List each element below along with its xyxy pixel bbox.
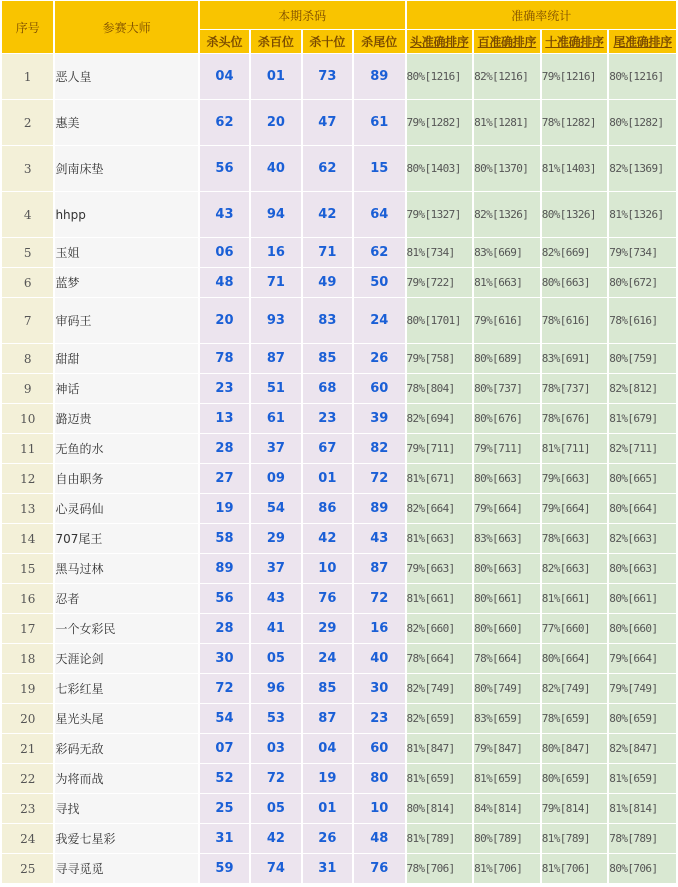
acc-tail-value: 80%[759] (609, 344, 676, 373)
acc-ten-value: 79%[814] (542, 794, 608, 823)
acc-ten-value: 81%[711] (542, 434, 608, 463)
table-row (2, 734, 676, 763)
kill-hundred-value: 01 (251, 54, 300, 99)
acc-head-value: 79%[711] (407, 434, 473, 463)
kill-tail-value: 64 (354, 192, 404, 237)
table-row (2, 824, 676, 853)
kill-hundred-value: 43 (251, 584, 300, 613)
acc-ten-value: 82%[663] (542, 554, 608, 583)
acc-head-value: 79%[758] (407, 344, 473, 373)
table-row (2, 524, 676, 553)
table-row (2, 146, 676, 191)
acc-ten-value: 80%[1326] (542, 192, 608, 237)
master-name: 玉姐 (55, 238, 197, 267)
table-row (2, 494, 676, 523)
kill-head-value: 25 (200, 794, 249, 823)
kill-head-value: 13 (200, 404, 249, 433)
acc-head-value: 81%[789] (407, 824, 473, 853)
master-name: 恶人皇 (55, 54, 197, 99)
kill-hundred-value: 42 (251, 824, 300, 853)
table-row (2, 554, 676, 583)
table-row (2, 100, 676, 145)
acc-hundred-value: 80%[663] (474, 464, 540, 493)
acc-tail-value: 80%[1216] (609, 54, 676, 99)
acc-tail-value: 81%[814] (609, 794, 676, 823)
acc-ten-value: 81%[1403] (542, 146, 608, 191)
table-row (2, 374, 676, 403)
row-number: 9 (2, 374, 53, 403)
acc-hundred-value: 78%[664] (474, 644, 540, 673)
table-row (2, 464, 676, 493)
acc-ten-value: 79%[663] (542, 464, 608, 493)
row-number: 7 (2, 298, 53, 343)
acc-ten-value: 78%[1282] (542, 100, 608, 145)
header-kill-tail: 杀尾位 (354, 30, 404, 53)
acc-hundred-value: 79%[711] (474, 434, 540, 463)
header-kill-head: 杀头位 (200, 30, 249, 53)
kill-head-value: 52 (200, 764, 249, 793)
kill-tail-value: 89 (354, 54, 404, 99)
kill-hundred-value: 54 (251, 494, 300, 523)
acc-hundred-value: 83%[669] (474, 238, 540, 267)
kill-tail-value: 60 (354, 734, 404, 763)
master-name: hhpp (55, 192, 197, 237)
acc-ten-value: 78%[616] (542, 298, 608, 343)
row-number: 14 (2, 524, 53, 553)
acc-tail-value: 80%[664] (609, 494, 676, 523)
table-row (2, 644, 676, 673)
acc-ten-value: 80%[664] (542, 644, 608, 673)
kill-tail-value: 62 (354, 238, 404, 267)
row-number: 5 (2, 238, 53, 267)
row-number: 21 (2, 734, 53, 763)
kill-ten-value: 86 (303, 494, 352, 523)
master-name: 我爱七星彩 (55, 824, 197, 853)
acc-hundred-value: 84%[814] (474, 794, 540, 823)
acc-hundred-value: 79%[847] (474, 734, 540, 763)
kill-ten-value: 71 (303, 238, 352, 267)
kill-head-value: 54 (200, 704, 249, 733)
acc-ten-value: 78%[659] (542, 704, 608, 733)
kill-hundred-value: 74 (251, 854, 300, 883)
acc-tail-value: 78%[616] (609, 298, 676, 343)
kill-tail-value: 15 (354, 146, 404, 191)
kill-head-value: 06 (200, 238, 249, 267)
kill-head-value: 89 (200, 554, 249, 583)
header-no: 序号 (2, 1, 53, 53)
kill-head-value: 27 (200, 464, 249, 493)
acc-ten-value: 78%[737] (542, 374, 608, 403)
table-row (2, 614, 676, 643)
kill-head-value: 56 (200, 584, 249, 613)
kill-hundred-value: 29 (251, 524, 300, 553)
acc-ten-value: 82%[669] (542, 238, 608, 267)
kill-ten-value: 29 (303, 614, 352, 643)
row-number: 10 (2, 404, 53, 433)
kill-ten-value: 73 (303, 54, 352, 99)
kill-ten-value: 01 (303, 794, 352, 823)
kill-tail-value: 76 (354, 854, 404, 883)
kill-head-value: 62 (200, 100, 249, 145)
acc-tail-value: 80%[663] (609, 554, 676, 583)
kill-head-value: 30 (200, 644, 249, 673)
kill-tail-value: 61 (354, 100, 404, 145)
master-name: 黑马过林 (55, 554, 197, 583)
kill-hundred-value: 51 (251, 374, 300, 403)
acc-tail-value: 82%[812] (609, 374, 676, 403)
acc-tail-value: 78%[789] (609, 824, 676, 853)
row-number: 23 (2, 794, 53, 823)
acc-hundred-value: 80%[661] (474, 584, 540, 613)
kill-hundred-value: 53 (251, 704, 300, 733)
kill-ten-value: 76 (303, 584, 352, 613)
kill-tail-value: 40 (354, 644, 404, 673)
header-acc-hundred-link[interactable]: 百准确排序 (474, 30, 540, 53)
table-row (2, 434, 676, 463)
kill-hundred-value: 41 (251, 614, 300, 643)
acc-head-value: 78%[804] (407, 374, 473, 403)
kill-ten-value: 49 (303, 268, 352, 297)
acc-head-value: 82%[660] (407, 614, 473, 643)
master-name: 潞迈贵 (55, 404, 197, 433)
kill-hundred-value: 40 (251, 146, 300, 191)
kill-tail-value: 16 (354, 614, 404, 643)
kill-hundred-value: 03 (251, 734, 300, 763)
row-number: 12 (2, 464, 53, 493)
acc-hundred-value: 83%[659] (474, 704, 540, 733)
row-number: 11 (2, 434, 53, 463)
master-name: 星光头尾 (55, 704, 197, 733)
acc-head-value: 81%[661] (407, 584, 473, 613)
table-row (2, 584, 676, 613)
acc-tail-value: 79%[734] (609, 238, 676, 267)
acc-ten-value: 80%[659] (542, 764, 608, 793)
acc-hundred-value: 79%[616] (474, 298, 540, 343)
kill-head-value: 31 (200, 824, 249, 853)
acc-ten-value: 79%[664] (542, 494, 608, 523)
kill-ten-value: 83 (303, 298, 352, 343)
table-row (2, 704, 676, 733)
acc-ten-value: 83%[691] (542, 344, 608, 373)
row-number: 16 (2, 584, 53, 613)
acc-head-value: 82%[749] (407, 674, 473, 703)
acc-head-value: 82%[664] (407, 494, 473, 523)
acc-ten-value: 82%[749] (542, 674, 608, 703)
kill-tail-value: 72 (354, 584, 404, 613)
acc-tail-value: 80%[660] (609, 614, 676, 643)
acc-hundred-value: 83%[663] (474, 524, 540, 553)
kill-ten-value: 87 (303, 704, 352, 733)
kill-head-value: 23 (200, 374, 249, 403)
acc-tail-value: 82%[1369] (609, 146, 676, 191)
acc-head-value: 79%[663] (407, 554, 473, 583)
kill-head-value: 07 (200, 734, 249, 763)
kill-ten-value: 04 (303, 734, 352, 763)
kill-head-value: 48 (200, 268, 249, 297)
acc-ten-value: 79%[1216] (542, 54, 608, 99)
kill-ten-value: 10 (303, 554, 352, 583)
header-acc-tail-link[interactable]: 尾准确排序 (609, 30, 676, 53)
kill-ten-value: 68 (303, 374, 352, 403)
acc-ten-value: 81%[789] (542, 824, 608, 853)
acc-hundred-value: 80%[789] (474, 824, 540, 853)
kill-ten-value: 47 (303, 100, 352, 145)
kill-ten-value: 67 (303, 434, 352, 463)
acc-tail-value: 81%[679] (609, 404, 676, 433)
kill-ten-value: 19 (303, 764, 352, 793)
acc-hundred-value: 82%[1216] (474, 54, 540, 99)
kill-hundred-value: 93 (251, 298, 300, 343)
acc-tail-value: 80%[659] (609, 704, 676, 733)
acc-hundred-value: 81%[659] (474, 764, 540, 793)
acc-tail-value: 81%[659] (609, 764, 676, 793)
kill-hundred-value: 94 (251, 192, 300, 237)
kill-head-value: 56 (200, 146, 249, 191)
kill-hundred-value: 20 (251, 100, 300, 145)
kill-hundred-value: 05 (251, 644, 300, 673)
kill-hundred-value: 71 (251, 268, 300, 297)
kill-ten-value: 01 (303, 464, 352, 493)
kill-tail-value: 43 (354, 524, 404, 553)
acc-ten-value: 78%[663] (542, 524, 608, 553)
kill-tail-value: 26 (354, 344, 404, 373)
row-number: 25 (2, 854, 53, 883)
master-name: 寻寻觅觅 (55, 854, 197, 883)
acc-tail-value: 80%[665] (609, 464, 676, 493)
acc-ten-value: 80%[663] (542, 268, 608, 297)
kill-ten-value: 85 (303, 674, 352, 703)
master-name: 忍者 (55, 584, 197, 613)
kill-hundred-value: 16 (251, 238, 300, 267)
kill-ten-value: 42 (303, 192, 352, 237)
row-number: 19 (2, 674, 53, 703)
kill-hundred-value: 37 (251, 554, 300, 583)
acc-hundred-value: 81%[1281] (474, 100, 540, 145)
acc-head-value: 80%[814] (407, 794, 473, 823)
kill-tail-value: 89 (354, 494, 404, 523)
master-name: 707尾王 (55, 524, 197, 553)
acc-ten-value: 80%[847] (542, 734, 608, 763)
row-number: 18 (2, 644, 53, 673)
kill-hundred-value: 96 (251, 674, 300, 703)
acc-tail-value: 82%[663] (609, 524, 676, 553)
acc-head-value: 81%[659] (407, 764, 473, 793)
acc-head-value: 79%[1327] (407, 192, 473, 237)
row-number: 3 (2, 146, 53, 191)
acc-hundred-value: 80%[1370] (474, 146, 540, 191)
row-number: 15 (2, 554, 53, 583)
kill-head-value: 72 (200, 674, 249, 703)
acc-head-value: 80%[1216] (407, 54, 473, 99)
table-row (2, 298, 676, 343)
master-name: 自由职务 (55, 464, 197, 493)
master-name: 无鱼的水 (55, 434, 197, 463)
kill-head-value: 04 (200, 54, 249, 99)
row-number: 6 (2, 268, 53, 297)
header-acc-head-link[interactable]: 头准确排序 (407, 30, 473, 53)
acc-ten-value: 77%[660] (542, 614, 608, 643)
kill-ten-value: 31 (303, 854, 352, 883)
row-number: 2 (2, 100, 53, 145)
acc-tail-value: 82%[711] (609, 434, 676, 463)
acc-hundred-value: 82%[1326] (474, 192, 540, 237)
header-master: 参赛大师 (55, 1, 197, 53)
table-row (2, 54, 676, 99)
kill-head-value: 19 (200, 494, 249, 523)
master-name: 神话 (55, 374, 197, 403)
acc-hundred-value: 80%[660] (474, 614, 540, 643)
kill-tail-value: 80 (354, 764, 404, 793)
header-accuracy-group: 准确率统计 (407, 1, 676, 29)
kill-head-value: 20 (200, 298, 249, 343)
master-name: 为将而战 (55, 764, 197, 793)
row-number: 4 (2, 192, 53, 237)
table-row (2, 238, 676, 267)
acc-head-value: 82%[694] (407, 404, 473, 433)
master-name: 寻找 (55, 794, 197, 823)
kill-head-value: 28 (200, 614, 249, 643)
table-body (2, 54, 676, 883)
acc-tail-value: 81%[1326] (609, 192, 676, 237)
kill-tail-value: 48 (354, 824, 404, 853)
row-number: 24 (2, 824, 53, 853)
acc-head-value: 81%[734] (407, 238, 473, 267)
row-number: 8 (2, 344, 53, 373)
kill-tail-value: 24 (354, 298, 404, 343)
master-name: 剑南床垫 (55, 146, 197, 191)
acc-head-value: 80%[1701] (407, 298, 473, 343)
kill-tail-value: 60 (354, 374, 404, 403)
table-header (2, 1, 676, 53)
acc-hundred-value: 80%[663] (474, 554, 540, 583)
acc-head-value: 78%[664] (407, 644, 473, 673)
kill-head-value: 78 (200, 344, 249, 373)
kill-hundred-value: 05 (251, 794, 300, 823)
table-row (2, 764, 676, 793)
master-name: 蓝梦 (55, 268, 197, 297)
acc-tail-value: 80%[672] (609, 268, 676, 297)
acc-tail-value: 82%[847] (609, 734, 676, 763)
kill-head-value: 28 (200, 434, 249, 463)
acc-hundred-value: 80%[737] (474, 374, 540, 403)
acc-head-value: 82%[659] (407, 704, 473, 733)
kill-ten-value: 85 (303, 344, 352, 373)
row-number: 20 (2, 704, 53, 733)
kill-head-value: 43 (200, 192, 249, 237)
kill-ten-value: 23 (303, 404, 352, 433)
kill-hundred-value: 37 (251, 434, 300, 463)
table-row (2, 674, 676, 703)
acc-hundred-value: 81%[663] (474, 268, 540, 297)
acc-ten-value: 81%[706] (542, 854, 608, 883)
master-name: 一个女彩民 (55, 614, 197, 643)
acc-hundred-value: 79%[664] (474, 494, 540, 523)
kill-tail-value: 10 (354, 794, 404, 823)
table-row (2, 854, 676, 883)
kill-tail-value: 50 (354, 268, 404, 297)
kill-hundred-value: 61 (251, 404, 300, 433)
acc-tail-value: 80%[1282] (609, 100, 676, 145)
kill-hundred-value: 87 (251, 344, 300, 373)
row-number: 13 (2, 494, 53, 523)
master-name: 彩码无敌 (55, 734, 197, 763)
master-name: 心灵码仙 (55, 494, 197, 523)
kill-ten-value: 42 (303, 524, 352, 553)
header-kill-hundred: 杀百位 (251, 30, 300, 53)
kill-tail-value: 82 (354, 434, 404, 463)
master-name: 天涯论剑 (55, 644, 197, 673)
table-row (2, 268, 676, 297)
kill-ten-value: 26 (303, 824, 352, 853)
master-name: 七彩红星 (55, 674, 197, 703)
acc-ten-value: 78%[676] (542, 404, 608, 433)
acc-head-value: 79%[722] (407, 268, 473, 297)
header-acc-ten-link[interactable]: 十准确排序 (542, 30, 608, 53)
kill-tail-value: 39 (354, 404, 404, 433)
row-number: 17 (2, 614, 53, 643)
acc-head-value: 79%[1282] (407, 100, 473, 145)
table-row (2, 404, 676, 433)
kill-tail-value: 23 (354, 704, 404, 733)
table-row (2, 794, 676, 823)
kill-tail-value: 72 (354, 464, 404, 493)
acc-head-value: 81%[671] (407, 464, 473, 493)
header-kill-group: 本期杀码 (200, 1, 405, 29)
acc-hundred-value: 81%[706] (474, 854, 540, 883)
kill-tail-value: 87 (354, 554, 404, 583)
master-name: 甜甜 (55, 344, 197, 373)
row-number: 22 (2, 764, 53, 793)
acc-head-value: 78%[706] (407, 854, 473, 883)
kill-hundred-value: 09 (251, 464, 300, 493)
kill-hundred-value: 72 (251, 764, 300, 793)
acc-ten-value: 81%[661] (542, 584, 608, 613)
acc-hundred-value: 80%[676] (474, 404, 540, 433)
acc-tail-value: 80%[661] (609, 584, 676, 613)
acc-hundred-value: 80%[689] (474, 344, 540, 373)
kill-tail-value: 30 (354, 674, 404, 703)
row-number: 1 (2, 54, 53, 99)
table-row (2, 192, 676, 237)
master-name: 审码王 (55, 298, 197, 343)
acc-tail-value: 80%[706] (609, 854, 676, 883)
kill-ten-value: 24 (303, 644, 352, 673)
kill-head-value: 59 (200, 854, 249, 883)
acc-hundred-value: 80%[749] (474, 674, 540, 703)
acc-tail-value: 79%[664] (609, 644, 676, 673)
kill-ten-value: 62 (303, 146, 352, 191)
table-row (2, 344, 676, 373)
header-kill-ten: 杀十位 (303, 30, 352, 53)
master-name: 惠美 (55, 100, 197, 145)
acc-head-value: 81%[847] (407, 734, 473, 763)
acc-tail-value: 79%[749] (609, 674, 676, 703)
kill-head-value: 58 (200, 524, 249, 553)
acc-head-value: 81%[663] (407, 524, 473, 553)
acc-head-value: 80%[1403] (407, 146, 473, 191)
